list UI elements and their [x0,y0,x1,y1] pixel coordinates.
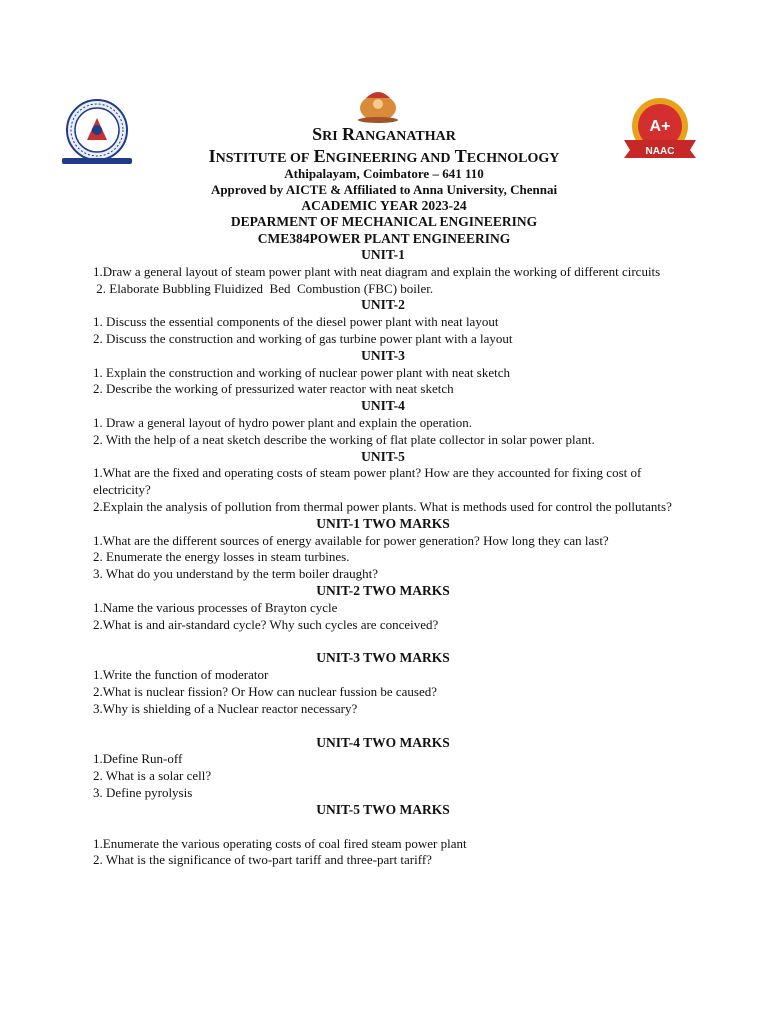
question-item: 1.What are the fixed and operating costs of steam power plant? How are they accounted for fixing cost of electricity? [93,465,642,498]
unit-heading: UNIT-3 [361,347,405,363]
question-item: 1.Enumerate the various operating costs of coal fired steam power plant [93,835,467,851]
question-item: 2. Elaborate Bubbling Fluidized Bed Combustion (FBC) boiler. [93,280,434,296]
deity-emblem-logo [356,86,400,124]
question-item: 2.Explain the analysis of pollution from thermal power plants. What is methods used for control the pollutants? [93,498,672,514]
question-item: 2.What is nuclear fission? Or How can nuclear fussion be caused? [93,683,438,699]
question-item: 1.What are the different sources of energy available for power generation? How long they can last? [93,532,609,548]
unit-heading: UNIT-2 [361,297,405,313]
approval-line: Approved by AICTE & Affiliated to Anna University, Chennai [210,182,558,197]
question-item: 1.Write the function of moderator [93,667,269,683]
course-title: CME384POWER PLANT ENGINEERING [257,231,511,246]
question-item: 1.Draw a general layout of steam power plant with neat diagram and explain the working of different circuits [93,263,661,279]
question-item: 2. What is the significance of two-part tariff and three-part tariff? [93,852,432,868]
unit-heading: UNIT-1 TWO MARKS [316,515,450,531]
unit-heading: UNIT-5 [361,448,405,464]
institute-address: Athipalayam, Coimbatore – 641 110 [284,166,484,181]
question-item: 2. Enumerate the energy losses in steam turbines. [93,549,350,565]
question-item: 2. With the help of a neat sketch describe the working of flat plate collector in solar power plant. [93,431,595,447]
spacer [93,718,693,735]
question-item: 1. Explain the construction and working of nuclear power plant with neat sketch [93,364,510,380]
spacer [93,819,693,836]
question-item: 1.Define Run-off [93,751,183,767]
question-item: 1. Draw a general layout of hydro power plant and explain the operation. [93,414,473,430]
department-name: DEPARMENT OF MECHANICAL ENGINEERING [230,214,538,229]
question-item: 2. Discuss the construction and working of gas turbine power plant with a layout [93,330,513,346]
unit-heading: UNIT-4 TWO MARKS [316,734,450,750]
badge-label-text: NAAC [645,146,675,157]
unit-heading: UNIT-2 TWO MARKS [316,582,450,598]
question-item: 2. Describe the working of pressurized water reactor with neat sketch [93,381,454,397]
question-item: 1.Name the various processes of Brayton cycle [93,599,338,615]
unit-heading: UNIT-4 [361,398,405,414]
unit-heading: UNIT-1 [361,247,405,262]
institute-name-line1: SRI RANGANATHAR [312,124,456,144]
question-item: 3. Define pyrolysis [93,784,193,800]
academic-year: ACADEMIC YEAR 2023-24 [301,198,467,213]
institute-name-line2: INSTITUTE OF ENGINEERING AND TECHNOLOGY [208,146,560,166]
spacer [93,633,693,650]
unit-heading: UNIT-3 TWO MARKS [316,650,450,666]
badge-grade-text: A+ [649,118,671,135]
question-item: 2. What is a solar cell? [93,768,212,784]
question-item: 3. What do you understand by the term boiler draught? [93,566,378,582]
question-item: 1. Discuss the essential components of the diesel power plant with neat layout [93,314,499,330]
question-list [93,247,693,869]
unit-heading: UNIT-5 TWO MARKS [316,801,450,817]
question-item: 2.What is and air-standard cycle? Why such cycles are conceived? [93,616,439,632]
question-item: 3.Why is shielding of a Nuclear reactor necessary? [93,700,358,716]
